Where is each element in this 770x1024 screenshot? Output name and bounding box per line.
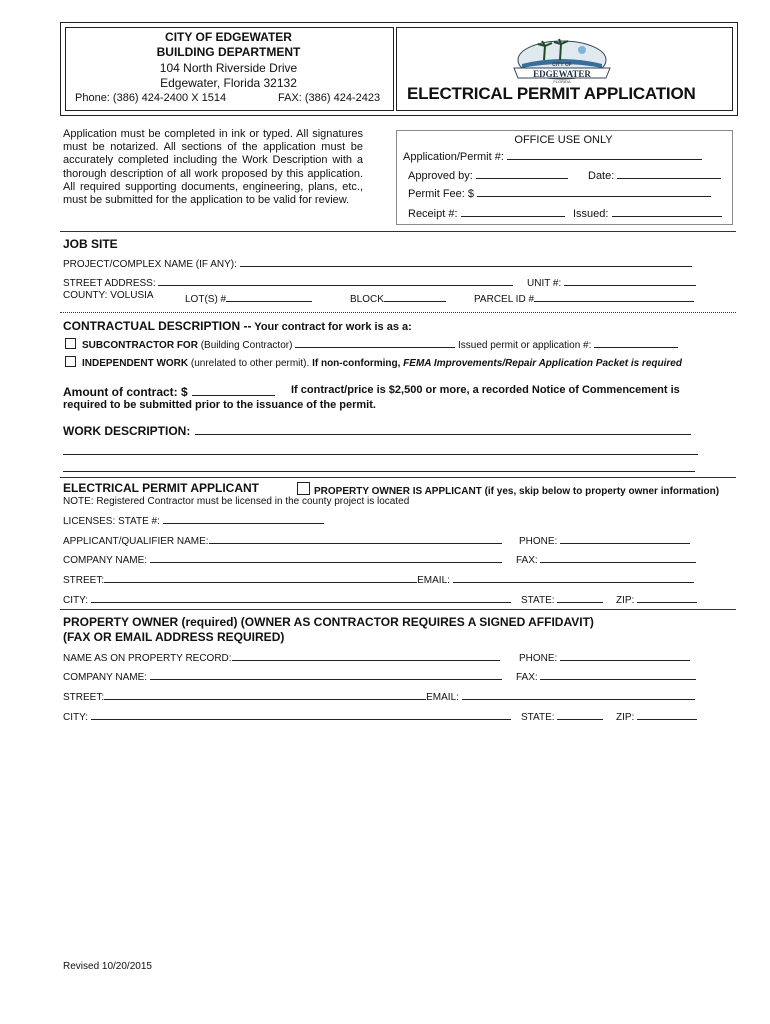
owner-phone-field[interactable] bbox=[560, 649, 690, 661]
applicant-city-field[interactable] bbox=[91, 591, 511, 603]
lots-row bbox=[185, 290, 312, 305]
street-address-field[interactable] bbox=[158, 274, 513, 286]
form-title: ELECTRICAL PERMIT APPLICATION bbox=[407, 84, 696, 103]
independent-label: INDEPENDENT WORK bbox=[82, 358, 189, 369]
owner-rule bbox=[60, 609, 736, 610]
unit-label: UNIT #: bbox=[527, 278, 562, 289]
independent-paren: (unrelated to other permit). bbox=[188, 358, 313, 369]
logo-sub-text: FLORIDA bbox=[553, 79, 571, 84]
work-description-field[interactable] bbox=[195, 423, 691, 435]
owner-name-row bbox=[63, 649, 500, 664]
approved-by-field[interactable] bbox=[476, 167, 568, 179]
applicant-street-label: STREET: bbox=[63, 575, 105, 586]
owner-phone-row bbox=[519, 649, 690, 664]
non-conforming-note: If non-conforming, bbox=[312, 358, 404, 369]
applicant-company-row bbox=[63, 551, 502, 566]
applicant-phone-label: PHONE: bbox=[519, 536, 558, 547]
office-fee-row bbox=[408, 185, 711, 200]
owner-state-row bbox=[521, 708, 603, 723]
block-field[interactable] bbox=[384, 290, 446, 302]
receipt-field[interactable] bbox=[461, 205, 565, 217]
office-date-row bbox=[588, 167, 721, 182]
applicant-email-field[interactable] bbox=[453, 571, 694, 583]
block-row bbox=[350, 290, 446, 305]
applicant-state-field[interactable] bbox=[557, 591, 603, 603]
office-permit-label bbox=[403, 148, 702, 163]
contract-heading-row bbox=[63, 317, 412, 335]
owner-company-field[interactable] bbox=[150, 668, 502, 680]
license-note: NOTE: Registered Contractor must be licensed in the county project is located bbox=[63, 496, 410, 507]
logo-text: EDGEWATER bbox=[533, 69, 591, 79]
issued-field[interactable] bbox=[612, 205, 722, 217]
owner-zip-field[interactable] bbox=[637, 708, 697, 720]
county-label: COUNTY: VOLUSIA bbox=[63, 290, 154, 301]
licenses-row bbox=[63, 512, 324, 527]
owner-is-applicant-label: PROPERTY OWNER IS APPLICANT (if yes, skip below to property owner information) bbox=[314, 486, 720, 497]
owner-name-label: NAME AS ON PROPERTY RECORD: bbox=[63, 653, 232, 664]
applicant-fax-field[interactable] bbox=[540, 551, 696, 563]
issued-label: Issued: bbox=[573, 208, 609, 220]
owner-heading-2: (FAX OR EMAIL ADDRESS REQUIRED) bbox=[63, 630, 285, 644]
owner-city-label: CITY: bbox=[63, 712, 89, 723]
applicant-name-row bbox=[63, 532, 502, 547]
state-license-field[interactable] bbox=[163, 512, 324, 524]
owner-fax-field[interactable] bbox=[540, 668, 696, 680]
applicant-name-label: APPLICANT/QUALIFIER NAME: bbox=[63, 536, 209, 547]
work-description-row bbox=[63, 422, 691, 440]
parcel-id-field[interactable] bbox=[534, 290, 694, 302]
fax-number: FAX: (386) 424-2423 bbox=[278, 92, 381, 104]
job-site-rule bbox=[60, 231, 736, 232]
amount-label: Amount of contract: $ bbox=[63, 385, 188, 399]
applicant-zip-row bbox=[616, 591, 697, 606]
owner-zip-label: ZIP: bbox=[616, 712, 635, 723]
owner-email-label: EMAIL: bbox=[426, 692, 459, 703]
address-line-1: 104 North Riverside Drive bbox=[159, 61, 298, 75]
issued-permit-field[interactable] bbox=[594, 336, 678, 348]
owner-state-field[interactable] bbox=[557, 708, 603, 720]
applicant-company-label: COMPANY NAME: bbox=[63, 555, 148, 566]
applicant-state-label: STATE: bbox=[521, 595, 555, 606]
applicant-city-row bbox=[63, 591, 511, 606]
edgewater-logo bbox=[512, 38, 612, 82]
applicant-company-field[interactable] bbox=[150, 551, 502, 563]
owner-street-field[interactable] bbox=[104, 688, 426, 700]
work-description-line-2[interactable] bbox=[63, 443, 698, 455]
street-address-label: STREET ADDRESS: bbox=[63, 278, 156, 289]
applicant-zip-field[interactable] bbox=[637, 591, 697, 603]
owner-street-label: STREET: bbox=[63, 692, 105, 703]
applicant-city-label: CITY: bbox=[63, 595, 89, 606]
lots-field[interactable] bbox=[226, 290, 312, 302]
block-label: BLOCK bbox=[350, 294, 384, 305]
applicant-heading: ELECTRICAL PERMIT APPLICANT bbox=[63, 481, 260, 495]
owner-state-label: STATE: bbox=[521, 712, 555, 723]
street-address-row bbox=[63, 274, 513, 289]
notice-line-2: required to be submitted prior to the issuance of the permit. bbox=[63, 399, 376, 411]
owner-name-field[interactable] bbox=[232, 649, 500, 661]
permit-number-field[interactable] bbox=[507, 148, 702, 160]
independent-work-checkbox[interactable] bbox=[65, 356, 76, 367]
job-site-heading: JOB SITE bbox=[63, 237, 118, 251]
owner-heading-1: PROPERTY OWNER (required) (OWNER AS CONTRACTOR REQUIRES A SIGNED AFFIDAVIT) bbox=[63, 615, 594, 629]
subcontractor-paren: (Building Contractor) bbox=[197, 340, 293, 351]
owner-is-applicant-checkbox[interactable] bbox=[297, 482, 310, 495]
applicant-fax-row bbox=[516, 551, 696, 566]
revision-date: Revised 10/20/2015 bbox=[63, 961, 152, 972]
owner-company-label: COMPANY NAME: bbox=[63, 672, 148, 683]
subcontractor-label: SUBCONTRACTOR FOR bbox=[82, 340, 198, 351]
city-name: CITY OF EDGEWATER bbox=[165, 30, 292, 44]
owner-city-field[interactable] bbox=[91, 708, 511, 720]
issued-permit-label: Issued permit or application #: bbox=[457, 340, 592, 351]
contract-heading-note: Your contract for work is as a: bbox=[251, 321, 412, 333]
contract-amount-field[interactable] bbox=[192, 384, 275, 396]
licenses-label: LICENSES: STATE #: bbox=[63, 516, 160, 527]
applicant-street-row bbox=[63, 571, 694, 586]
applicant-name-field[interactable] bbox=[209, 532, 502, 544]
phone-number: Phone: (386) 424-2400 X 1514 bbox=[75, 92, 227, 104]
project-label: PROJECT/COMPLEX NAME (IF ANY): bbox=[63, 259, 237, 270]
building-contractor-field[interactable] bbox=[295, 336, 455, 348]
fema-note: FEMA Improvements/Repair Application Packet is required bbox=[403, 358, 682, 369]
applicant-fax-label: FAX: bbox=[516, 555, 538, 566]
office-receipt-row bbox=[408, 205, 565, 220]
owner-phone-label: PHONE: bbox=[519, 653, 558, 664]
applicant-phone-field[interactable] bbox=[560, 532, 690, 544]
work-description-label: WORK DESCRIPTION: bbox=[63, 424, 191, 438]
applicant-rule bbox=[60, 477, 736, 478]
receipt-label: Receipt #: bbox=[408, 208, 458, 220]
office-use-title: OFFICE USE ONLY bbox=[514, 134, 613, 146]
applicant-state-row bbox=[521, 591, 603, 606]
logo-top-text: CITY OF bbox=[552, 62, 572, 68]
project-name-field[interactable] bbox=[240, 255, 692, 267]
owner-company-row bbox=[63, 668, 502, 683]
address-line-2: Edgewater, Florida 32132 bbox=[160, 76, 297, 90]
parcel-row bbox=[474, 290, 694, 305]
date-label: Date: bbox=[588, 170, 615, 182]
contract-dotted-rule bbox=[60, 312, 736, 313]
independent-row bbox=[65, 356, 682, 369]
notice-line-1: If contract/price is $2,500 or more, a recorded Notice of Commencement is bbox=[291, 384, 680, 396]
instructions-text: Application must be completed in ink or typed. All signatures must be notarized. All sections of the application must be accurately completed including the Work Description with a thorough description of all work proposed by this application. All required supporting documents, engineering, plans, etc., must be submitted for the application to be valid for review. bbox=[63, 128, 363, 207]
project-row bbox=[63, 255, 692, 270]
contract-heading: CONTRACTUAL DESCRIPTION -- bbox=[63, 319, 252, 333]
permit-fee-field[interactable] bbox=[477, 185, 711, 197]
applicant-phone-row bbox=[519, 532, 690, 547]
owner-zip-row bbox=[616, 708, 697, 723]
work-description-line-3[interactable] bbox=[63, 460, 695, 472]
unit-field[interactable] bbox=[564, 274, 696, 286]
owner-fax-label: FAX: bbox=[516, 672, 538, 683]
date-field[interactable] bbox=[617, 167, 721, 179]
owner-city-row bbox=[63, 708, 511, 723]
parcel-label: PARCEL ID # bbox=[474, 294, 535, 305]
owner-applicant-row bbox=[297, 482, 719, 497]
owner-fax-row bbox=[516, 668, 696, 683]
lots-label: LOT(S) # bbox=[185, 294, 227, 305]
unit-row bbox=[527, 274, 696, 289]
subcontractor-checkbox[interactable] bbox=[65, 338, 76, 349]
owner-email-field[interactable] bbox=[462, 688, 695, 700]
approved-label: Approved by: bbox=[408, 170, 473, 182]
applicant-email-label: EMAIL: bbox=[417, 575, 450, 586]
office-issued-row bbox=[573, 205, 722, 220]
department-name: BUILDING DEPARTMENT bbox=[156, 45, 301, 59]
fee-label: Permit Fee: $ bbox=[408, 188, 475, 200]
subcontractor-row bbox=[65, 336, 678, 351]
permit-label: Application/Permit #: bbox=[403, 151, 504, 163]
applicant-zip-label: ZIP: bbox=[616, 595, 635, 606]
owner-street-row bbox=[63, 688, 695, 703]
applicant-street-field[interactable] bbox=[104, 571, 417, 583]
office-approved-row bbox=[408, 167, 568, 182]
